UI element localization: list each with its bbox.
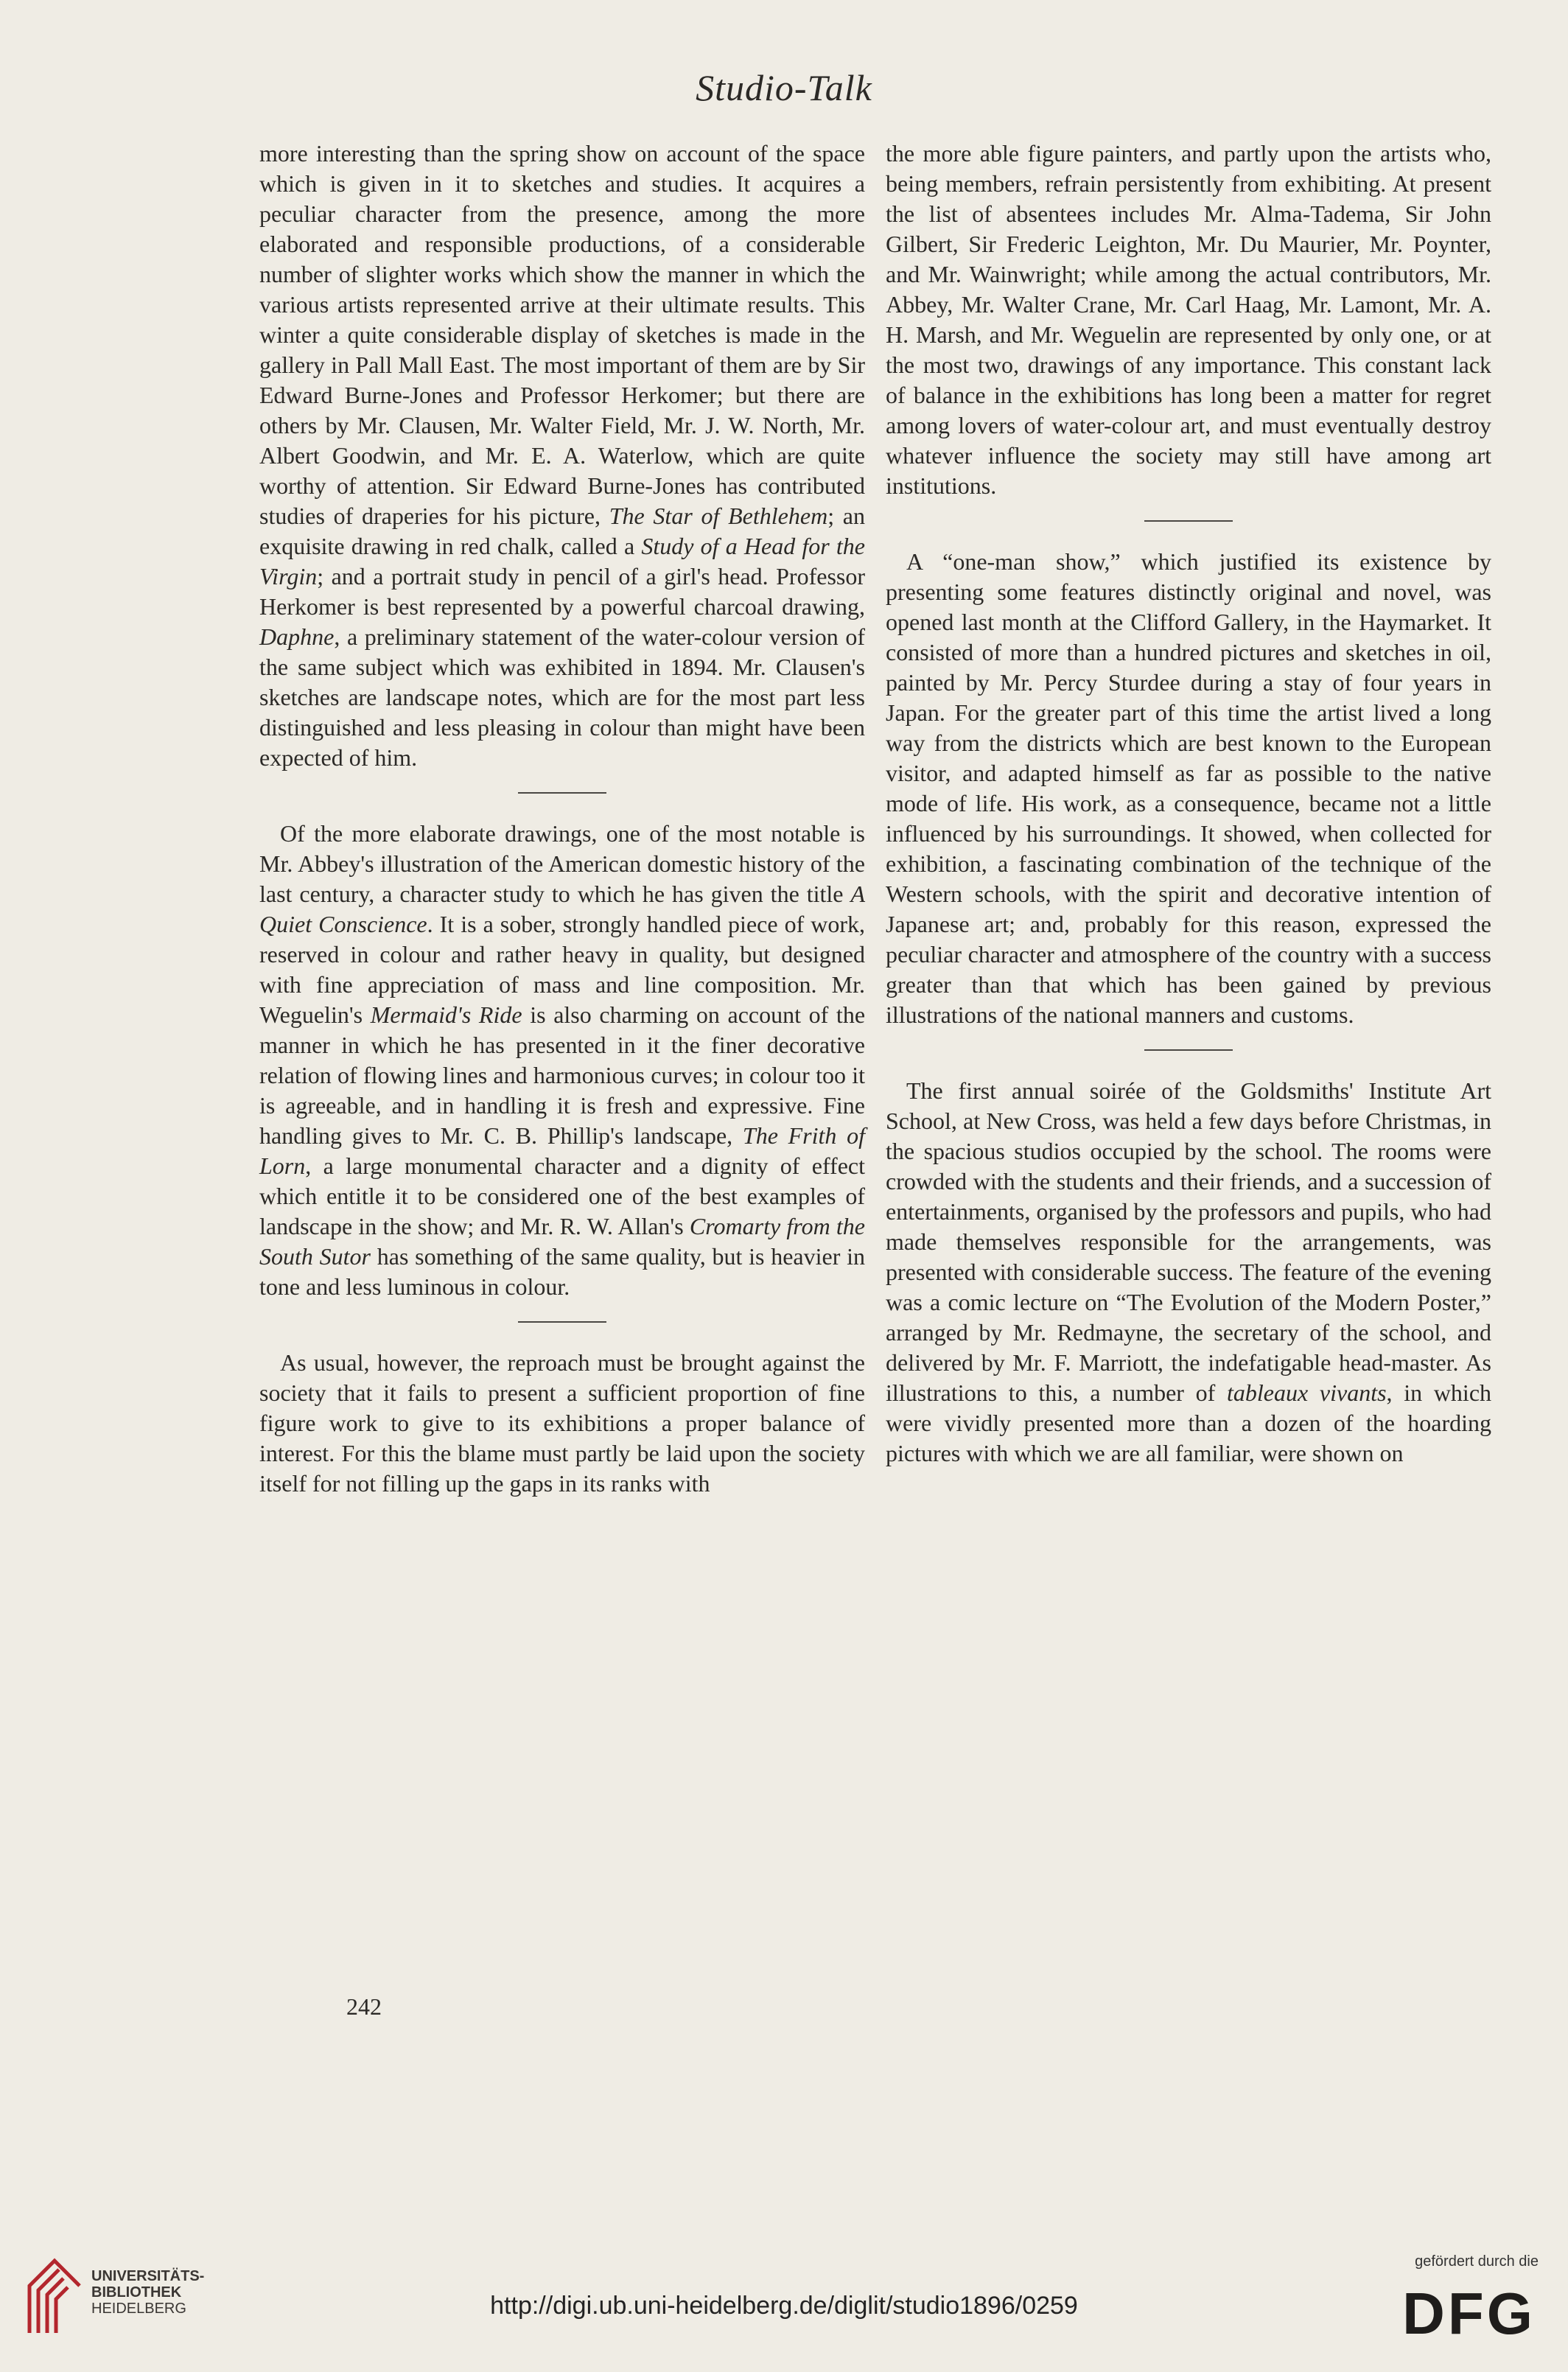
section-divider — [518, 1321, 606, 1323]
dfg-logo: DFG — [1402, 2281, 1536, 2346]
library-name: UNIVERSITÄTS- BIBLIOTHEK HEIDELBERG — [91, 2268, 205, 2317]
right-paragraph-1: the more able figure painters, and partly upon the artists who, being members, refrain persistently from exhibiting. At present the list of absentees includes Mr. Alma-Tadema, Sir John Gilbert, Sir Frederic Leighton, Mr. Du Maurier, Mr. Poynter, and Mr. Wainwright; while among the actual contributors, Mr. Abbey, Mr. Walter Crane, Mr. Carl Haag, Mr. Lamont, Mr. A. H. Marsh, and Mr. Weguelin are represented by only one, or at the most two, drawings of any importance. This constant lack of balance in the exhibitions has long been a matter for regret among lovers of water-colour art, and must eventually destroy whatever influence the society may still have among art institutions. — [886, 140, 1491, 499]
left-column — [259, 139, 865, 1499]
page-title: Studio-Talk — [696, 67, 872, 108]
left-paragraph-1: more interesting than the spring show on account of the space which is given in it to sketches and studies. It acquires a peculiar character from the presence, among the more elaborated and responsible productions, of a considerable number of slighter works which show the manner in which the various artists represented arrive at their ultimate results. This winter a quite considerable display of sketches is made in the gallery in Pall Mall East. The most important of them are by Sir Edward Burne-Jones and Professor Herkomer; but there are others by Mr. Clausen, Mr. Walter Field, Mr. J. W. North, Mr. Albert Goodwin, and Mr. E. A. Waterlow, which are quite worthy of attention. Sir Edward Burne-Jones has contributed studies of draperies for his picture, The Star of Bethlehem; an exquisite drawing in red chalk, called a Study of a Head for the Virgin; and a portrait study in pencil of a girl's head. Professor Herkomer is best represented by a powerful charcoal drawing, Daphne, a preliminary statement of the water-colour version of the same subject which was exhibited in 1894. Mr. Clausen's sketches are landscape notes, which are for the most part less distinguished and less pleasing in colour than might have been expected of him. — [259, 140, 866, 771]
right-paragraph-3: The first annual soirée of the Goldsmiths' Institute Art School, at New Cross, was held a few days before Christmas, in the spacious studios occupied by the school. The rooms were crowded with the students and their friends, and a succession of entertainments, organised by the professors and pupils, who had made themselves responsible for the arrangements, was presented with considerable success. The feature of the evening was a comic lecture on “The Evolution of the Modern Poster,” arranged by Mr. Redmayne, the secretary of the school, and delivered by Mr. F. Marriott, the indefatigable head-master. As illustrations to this, a number of tableaux vivants, in which were vividly presented more than a dozen of the hoarding pictures with which we are all familiar, were shown on — [886, 1077, 1492, 1466]
footer-bar — [0, 2240, 1568, 2372]
source-url-link[interactable]: http://digi.ub.uni-heidelberg.de/diglit/studio1896/0259 — [490, 2292, 1078, 2320]
left-paragraph-3: As usual, however, the reproach must be brought against the society that it fails to present a sufficient proportion of fine figure work to give to its exhibitions a proper balance of interest. For this the blame must partly be laid upon the society itself for not filling up the gaps in its ranks with — [259, 1349, 865, 1497]
funded-by-text: gefördert durch die — [1415, 2253, 1539, 2270]
right-paragraph-2: A “one-man show,” which justified its existence by presenting some features distinctly original and novel, was opened last month at the Clifford Gallery, in the Haymarket. It consisted of more than a hundred pictures and sketches in oil, painted by Mr. Percy Sturdee during a stay of four years in Japan. For the greater part of this time the artist lived a long way from the districts which are best known to the European visitor, and adapted himself as far as possible to the native mode of life. His work, as a consequence, became not a little influenced by his surroundings. It showed, when collected for exhibition, a fascinating combination of the technique of the Western schools, with the spirit and decorative intention of Japanese art; and, probably for this reason, expressed the peculiar character and atmosphere of the country with a success greater than that which has been gained by previous illustrations of the national manners and customs. — [886, 548, 1491, 1028]
section-divider — [518, 792, 606, 794]
left-paragraph-2: Of the more elaborate drawings, one of the most notable is Mr. Abbey's illustration of the American domestic history of the last century, a character study to which he has given the title A Quiet Conscience. It is a sober, strongly handled piece of work, reserved in colour and rather heavy in quality, but designed with fine appreciation of mass and line composition. Mr. Weguelin's Mermaid's Ride is also charming on account of the manner in which he has presented in it the finer decorative relation of flowing lines and harmonious curves; in colour too it is agreeable, and in handling it is fresh and expressive. Fine handling gives to Mr. C. B. Phillip's landscape, The Frith of Lorn, a large monumental character and a dignity of effect which entitle it to be considered one of the best examples of landscape in the show; and Mr. R. W. Allan's Cromarty from the South Sutor has something of the same quality, but is heavier in tone and less luminous in colour. — [259, 820, 866, 1300]
section-divider — [1144, 520, 1233, 522]
right-column — [886, 139, 1491, 1469]
section-divider — [1144, 1049, 1233, 1051]
page-number: 242 — [346, 1993, 382, 2020]
